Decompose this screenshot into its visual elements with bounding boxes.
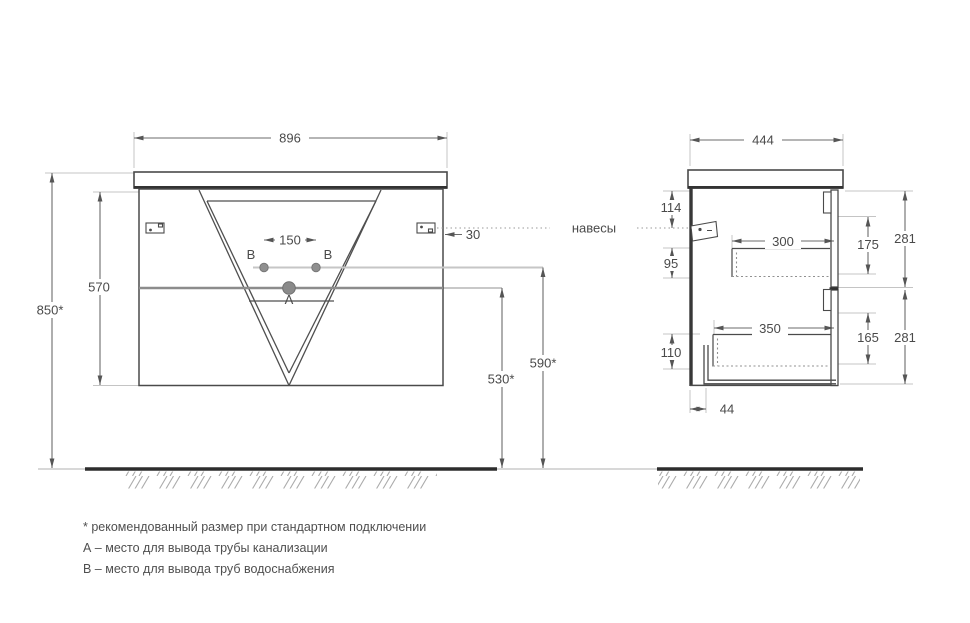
dim-side-depth: 444	[752, 132, 774, 148]
dim-drain-height: 530*	[487, 371, 515, 387]
dim-b-spacing: 150	[279, 232, 301, 248]
dim-notch-height: 110	[660, 345, 682, 360]
front-view	[134, 172, 543, 386]
footnotes	[83, 517, 426, 580]
wall-hanger-right	[417, 223, 435, 233]
dim-total-height: 850*	[36, 302, 64, 318]
footnote-point-a: А – место для вывода трубы канализации	[83, 541, 328, 555]
hangers-label: навесы	[571, 220, 617, 236]
wall-hanger-side	[691, 222, 718, 242]
drawer-box-top	[732, 249, 830, 278]
wall-hanger-left	[146, 223, 164, 233]
side-view	[688, 170, 843, 386]
footnote-recommended-size: * рекомендованный размер при стандартном подключении	[83, 520, 427, 534]
floor-line	[38, 469, 863, 489]
dim-below-hanger: 95	[663, 256, 679, 271]
drawer-bracket-top	[824, 192, 832, 213]
dim-drawer2-inner: 165	[857, 330, 879, 345]
point-a-label: A	[284, 292, 294, 307]
dim-front1-height: 281	[894, 231, 916, 246]
pipe-notch-profile	[704, 345, 836, 384]
water-point-b-right	[312, 263, 320, 271]
floor-hatch-left	[123, 472, 437, 489]
dim-supply-height: 590*	[529, 355, 557, 371]
point-b-right-label: B	[323, 247, 333, 262]
dim-drawer1-inner: 175	[857, 237, 879, 252]
dim-drawer1-depth: 300	[772, 234, 794, 249]
drawer-front-top-profile	[831, 190, 838, 287]
dim-hanger-offset: 30	[465, 227, 481, 242]
countertop-side	[688, 170, 843, 188]
drawer-bracket-bottom	[824, 290, 832, 311]
point-b-left-label: B	[246, 247, 256, 262]
drawer-box-bottom	[713, 335, 831, 367]
drawer-front-bottom-profile	[831, 290, 838, 386]
dim-front-width: 896	[279, 130, 301, 146]
dim-drawer2-depth: 350	[759, 321, 781, 336]
footnote-point-b: В – место для вывода труб водоснабжения	[83, 562, 335, 576]
dim-hanger-top: 114	[660, 200, 682, 215]
dim-front2-height: 281	[894, 330, 916, 345]
dim-body-height: 570	[88, 279, 110, 295]
dim-back-gap: 44	[719, 401, 735, 417]
countertop-front	[134, 172, 447, 188]
water-point-b-left	[260, 263, 268, 271]
floor-hatch-right	[658, 472, 860, 489]
